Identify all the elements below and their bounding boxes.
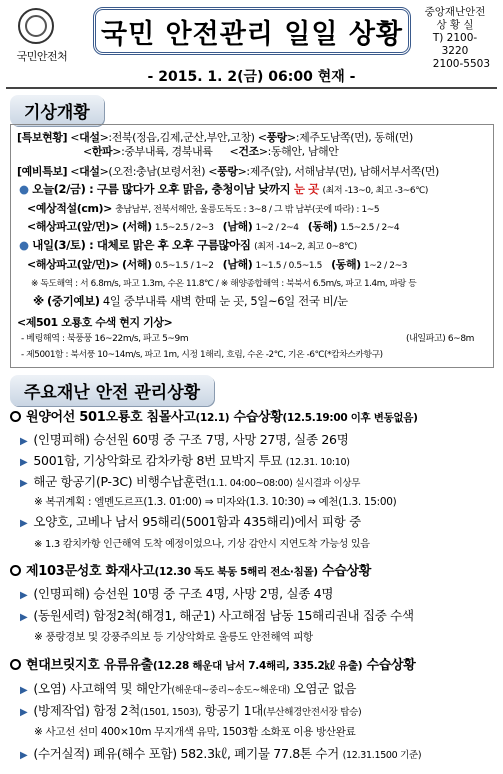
incident-1-item: ▶ 오양호, 고베나 남서 95해리(5001함과 435해리)에서 피항 중 [20,514,361,529]
org-line: 2100-5503 [432,58,490,70]
government-seal-icon [18,8,54,44]
pre-warning-line: [예비특보] <대설>(오전:충남(보령서천) <풍랑>:제주(앞), 서해남부(먼), 남해서부서쪽(먼) [17,165,439,178]
weather-box [10,124,494,368]
incident-2-note: ※ 풍랑경보 및 강풍주의보 등 기상악화로 울릉도 안전해역 피항 [34,631,313,643]
incident-3-item: ▶ (방제작업) 함정 2척(1501, 1503), 항공기 1대(부산해경안전서장 탑승) [20,703,362,718]
triangle-bullet-icon: ▶ [20,518,28,529]
incident-1-item: ▶ 해군 항공기(P-3C) 비행수납훈련(1.1. 04:00~08:00) 실시결과 이상무 [20,474,361,489]
incident-1-item: ▶ 5001함, 기상악화로 캄차카항 8번 묘박지 투묘 (12.31. 10:10) [20,453,350,468]
wave-forecast-tomorrow: <해상파고(앞/먼)> (서해) 0.5~1.5 / 1~2 (남해) 1~1.5 / 0.5~1.5 (동해) 1~2 / 2~3 [27,258,408,271]
safety-section-title: 주요재난 안전 관리상황 [10,375,214,406]
triangle-bullet-icon: ▶ [20,750,28,761]
incident-1-note: ※ 1.3 캄치카항 인근해역 도착 예정이었으나, 기상 감안시 지연도착 가능성 있음 [34,539,370,550]
title-box [93,7,411,55]
triangle-bullet-icon: ▶ [20,590,28,601]
site-weather-5001: - 제5001함 : 북서풍 10~14m/s, 파고 1m, 시정 1해리, 흐림, 수온 -2℃, 기온 -6℃(*캄차스카항구) [21,350,383,360]
incident-3-note: ※ 사고선 선미 400×10m 무지개색 유막, 1503함 소화포 이용 방산완료 [34,726,356,738]
incident-2-item: ▶ (인명피해) 승선원 10명 중 구조 4명, 사망 2명, 실종 4명 [20,586,334,601]
special-warning-line1: [특보현황] <대설>:전북(정읍,김제,군산,부안,고창) <풍랑>:제주도남쪽(먼), 동해(먼) [17,131,413,144]
page-title: 국민 안전관리 일일 상황 [100,18,404,50]
divider [6,87,497,89]
triangle-bullet-icon: ▶ [20,685,28,696]
weather-section-title: 기상개황 [10,95,104,126]
incident-1-item: ▶ (인명피해) 승선원 60명 중 구조 7명, 사망 27명, 실종 26명 [20,432,349,447]
incident-3-title: 현대브릿지호 유류유출(12.28 해운대 남서 7.4해리, 335.2㎘ 유출) 수습상황 [10,654,415,673]
org-line: 중앙재난안전 [424,6,486,18]
org-line: 상 황 실 [436,19,474,31]
incident-3-item: ▶ (수거실적) 폐유(해수 포함) 582.3㎘, 폐기물 77.8톤 수거 (12.31.1500 기준) [20,746,422,761]
snow-forecast: <예상적설(cm)> 충남남부, 전북서해안, 울릉도독도 : 3~8 / 그 밖 남부(곳에 따라) : 1~5 [27,202,380,215]
triangle-bullet-icon: ▶ [20,478,28,489]
special-warning-line2: <한파>:중부내륙, 경북내륙 <건조>:동해안, 남해안 [83,145,339,158]
tomorrow-forecast: ● 내일(3/토) : 대체로 맑은 후 오후 구름많아짐 (최저 -14~2, 최고 0~8℃) [19,238,357,252]
logo-text: 국민안전처 [16,50,68,63]
site-weather-label: <제501 오룡호 수색 현지 기상> [17,316,173,329]
dokdo-conditions: ※ 독도해역 : 서 6.8m/s, 파고 1.3m, 수온 11.8℃ / ※ 해양종합해역 : 북북서 6.5m/s, 파고 1.4m, 파랑 등 [31,279,417,289]
incident-2-title: 제103문성호 화재사고(12.30 독도 북동 5해리 전소·침몰) 수습상황 [10,560,371,579]
report-date: - 2015. 1. 2(금) 06:00 현재 - [147,69,356,85]
org-contact [420,6,490,71]
incident-3-item: ▶ (오염) 사고해역 및 해안가(해운대~중리~송도~해운대) 오염군 없음 [20,681,357,696]
triangle-bullet-icon: ▶ [20,457,28,468]
triangle-bullet-icon: ▶ [20,436,28,447]
wave-forecast-today: <해상파고(앞/먼)> (서해) 1.5~2.5 / 2~3 (남해) 1~2 / 2~4 (동해) 1.5~2.5 / 2~4 [27,220,400,233]
circle-bullet-icon [10,411,21,422]
org-line: T) 2100-3220 [432,32,478,57]
site-weather-bering: - 베링해역 : 북풍풍 16~22m/s, 파고 5~9m (내일파고) 6~8m [21,334,475,344]
today-forecast: ● 오늘(2/금) : 구름 많다가 오후 맑음, 충청이남 낮까지 눈 곳 (최저 -13~0, 최고 -3~6℃) [19,182,429,196]
incident-2-item: ▶ (동원세력) 함정2척(해경1, 해군1) 사고해점 남동 15해리권내 집중 수색 [20,608,414,623]
triangle-bullet-icon: ▶ [20,612,28,623]
incident-1-title: 원양어선 501오룡호 침몰사고(12.1) 수습상황(12.5.19:00 이후 변동없음) [10,406,418,425]
incident-1-note: ※ 복귀계획 : 엘멘도르프(1.3. 01:00) ⇒ 미자와(1.3. 10:30) ⇒ 예천(1.3. 15:00) [34,496,397,508]
triangle-bullet-icon: ▶ [20,707,28,718]
circle-bullet-icon [10,565,21,576]
midterm-forecast: ※ (중기예보) 4일 중부내륙 새벽 한때 눈 곳, 5일~6일 전국 비/눈 [33,294,348,308]
circle-bullet-icon [10,659,21,670]
